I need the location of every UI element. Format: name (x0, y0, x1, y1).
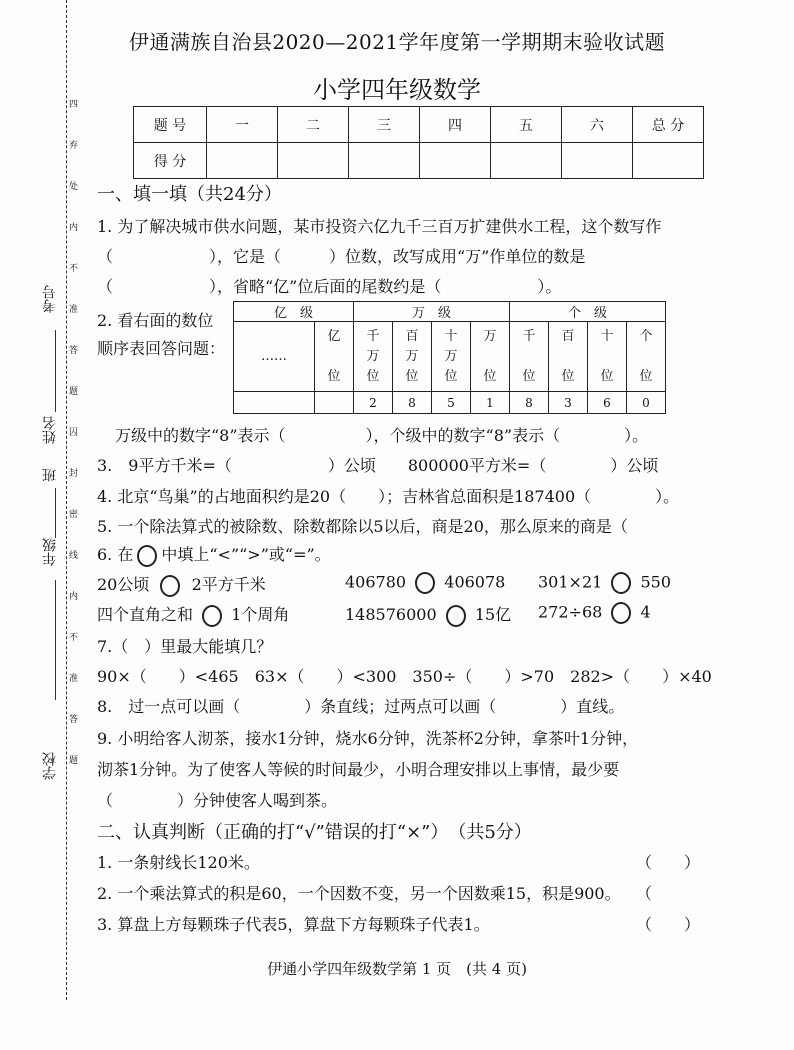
cut-line-char: 处 (69, 182, 79, 192)
compare-row-1c (538, 572, 671, 594)
cut-line-char: 答 (69, 715, 79, 725)
score-input-cell[interactable] (633, 143, 704, 179)
pv-column-head: 万 位 (471, 322, 510, 392)
side-underline (55, 580, 56, 700)
section-2-title: 二、认真判断（正确的打“√”错误的打“×”） （共5分） (97, 822, 532, 843)
compare-row-2 (97, 602, 289, 627)
place-value-table (233, 301, 666, 414)
question-6-prefix: 6. 在 (97, 545, 134, 564)
cut-line-char: 答 (69, 346, 79, 356)
compare-right: 1个周角 (231, 605, 290, 624)
pv-column-head: 百 万 位 (393, 322, 432, 392)
score-input-cell[interactable] (349, 143, 420, 179)
pv-group-ge: 个 级 (510, 302, 666, 322)
cut-line-char: 题 (69, 387, 79, 397)
question-6 (97, 542, 331, 567)
pv-column-head: 千 位 (510, 322, 549, 392)
compare-row-2c (538, 602, 651, 624)
cut-line-char: 囚 (69, 428, 79, 438)
question-5: 5. 一个除法算式的被除数、除数都除以5以后，商是20，那么原来的商是（ (97, 517, 628, 536)
score-input-cell[interactable] (562, 143, 633, 179)
question-1-line-2: （ ），它是（ ）位数，改写成用“万”作单位的数是 (97, 247, 586, 266)
cut-line-char: 四 (69, 100, 79, 110)
side-label-grade: 年级 (42, 538, 58, 566)
pv-column-head: 十 位 (588, 322, 627, 392)
judge-answer-box[interactable]: （ (636, 884, 653, 903)
exam-title: 伊通满族自治县2020—2021学年度第一学期期末验收试题 (128, 30, 666, 54)
score-header-cell: 五 (491, 107, 562, 143)
cut-line-char: 不 (69, 633, 79, 643)
pv-digit: 8 (510, 392, 549, 414)
question-7-items: 90×（ ）<465 63×（ ）<300 350÷（ ）>70 282>（ ）×40 (97, 667, 712, 686)
section-1-title: 一、填一填（共24分） (97, 184, 282, 205)
score-table (133, 106, 704, 179)
compare-circle[interactable] (160, 575, 180, 597)
score-input-cell[interactable] (420, 143, 491, 179)
compare-left: 148576000 (345, 605, 437, 624)
cut-line-char: 题 (69, 756, 79, 766)
pv-digit-empty (315, 392, 354, 414)
compare-row-1 (97, 572, 266, 597)
question-3: 3. 9平方千米=（ ）公顷 800000平方米=（ ）公顷 (97, 456, 659, 475)
question-4: 4. 北京“鸟巢”的占地面积约是20（ ）；吉林省总面积是187400（ ）。 (97, 487, 680, 506)
question-9-line-2: 沏茶1分钟。为了使客人等候的时间最少，小明合理安排以上事情，最少要 (97, 760, 620, 779)
question-6-suffix: 中填上“<”“>”或“=”。 (161, 545, 331, 564)
pv-digit-empty (234, 392, 315, 414)
pv-digit: 3 (549, 392, 588, 414)
cut-line-char: 线 (69, 551, 79, 561)
cut-line-char: 密 (69, 510, 79, 520)
score-input-cell[interactable] (491, 143, 562, 179)
judge-answer-box[interactable]: （ ） (636, 853, 701, 872)
side-underline (55, 488, 56, 538)
score-header-cell: 题 号 (134, 107, 207, 143)
score-header-cell: 三 (349, 107, 420, 143)
compare-right: 2平方千米 (191, 575, 266, 594)
compare-circle[interactable] (611, 572, 631, 594)
pv-column-head: 亿 位 (315, 322, 354, 392)
compare-left: 272÷68 (538, 602, 603, 622)
pv-dots: …… (234, 322, 315, 392)
compare-row-1b (345, 572, 505, 594)
compare-left: 406780 (345, 572, 407, 592)
cut-line-char: 不 (69, 264, 79, 274)
question-9-line-1: 9. 小明给客人沏茶，接水1分钟，烧水6分钟，洗茶杯2分钟，拿茶叶1分钟， (97, 729, 639, 748)
side-label-exam-no: 考号 (42, 285, 58, 313)
score-header-cell: 六 (562, 107, 633, 143)
question-2-label-2: 顺序表回答问题： (97, 339, 226, 358)
judge-answer-box[interactable]: （ ） (636, 915, 701, 934)
pv-digit: 1 (471, 392, 510, 414)
pv-digit: 5 (432, 392, 471, 414)
pv-digit: 2 (354, 392, 393, 414)
question-1-line-3: （ ），省略“亿”位后面的尾数约是（ ）。 (97, 277, 562, 296)
judge-item-1: 1. 一条射线长120米。 (97, 853, 260, 872)
pv-digit: 0 (627, 392, 666, 414)
score-input-cell[interactable] (207, 143, 278, 179)
cut-line-char: 内 (69, 592, 79, 602)
score-header-cell: 二 (278, 107, 349, 143)
question-7: 7.（ ）里最大能填几？ (97, 637, 273, 656)
compare-circle[interactable] (202, 605, 222, 627)
compare-left: 四个直角之和 (97, 605, 194, 624)
compare-right: 406078 (444, 572, 506, 592)
cut-line-char: 内 (69, 223, 79, 233)
compare-right: 15亿 (474, 605, 512, 624)
question-2-label-1: 2. 看右面的数位 (97, 311, 214, 330)
compare-right: 4 (640, 602, 651, 622)
circle-icon (137, 545, 157, 567)
page-footer: 伊通小学四年级数学第 1 页 (共 4 页) (267, 960, 527, 978)
binding-cut-line (66, 0, 67, 1000)
pv-group-yi: 亿 级 (234, 302, 354, 322)
question-2-text: 万级中的数字“8”表示（ ），个级中的数字“8”表示（ ）。 (115, 426, 649, 445)
compare-left: 20公顷 (97, 575, 150, 594)
pv-column-head: 千 万 位 (354, 322, 393, 392)
side-label-school: 学校 (42, 752, 58, 780)
pv-column-head: 百 位 (549, 322, 588, 392)
side-underline (55, 372, 56, 412)
question-9-line-3: （ ）分钟使客人喝到茶。 (97, 791, 338, 810)
compare-right: 550 (640, 572, 672, 592)
pv-column-head: 十 万 位 (432, 322, 471, 392)
cut-line-char: 封 (69, 469, 79, 479)
score-header-cell: 总 分 (633, 107, 704, 143)
score-input-cell[interactable] (278, 143, 349, 179)
compare-circle[interactable] (611, 602, 631, 624)
score-header-cell: 四 (420, 107, 491, 143)
exam-subtitle: 小学四年级数学 (313, 76, 481, 104)
score-header-cell: 一 (207, 107, 278, 143)
pv-column-head: 个 位 (627, 322, 666, 392)
compare-row-2b (345, 602, 511, 627)
pv-group-wan: 万 级 (354, 302, 510, 322)
cut-line-char: 弃 (69, 141, 79, 151)
pv-digit: 6 (588, 392, 627, 414)
pv-digit: 8 (393, 392, 432, 414)
compare-left: 301×21 (538, 572, 603, 592)
compare-circle[interactable] (415, 572, 435, 594)
question-8: 8. 过一点可以画（ ）条直线；过两点可以画（ ）直线。 (97, 697, 625, 716)
judge-item-3: 3. 算盘上方每颗珠子代表5，算盘下方每颗珠子代表1。 (97, 915, 490, 934)
side-label-class: 班 (42, 468, 58, 482)
side-label-name: 姓名 (42, 416, 58, 444)
cut-line-char: 准 (69, 305, 79, 315)
score-row-label: 得 分 (134, 143, 207, 179)
question-1-line-1: 1. 为了解决城市供水问题，某市投资六亿九千三百万扩建供水工程，这个数写作 (97, 217, 662, 236)
compare-circle[interactable] (446, 605, 466, 627)
judge-item-2: 2. 一个乘法算式的积是60，一个因数不变，另一个因数乘15，积是900。 (97, 884, 621, 903)
cut-line-char: 准 (69, 674, 79, 684)
